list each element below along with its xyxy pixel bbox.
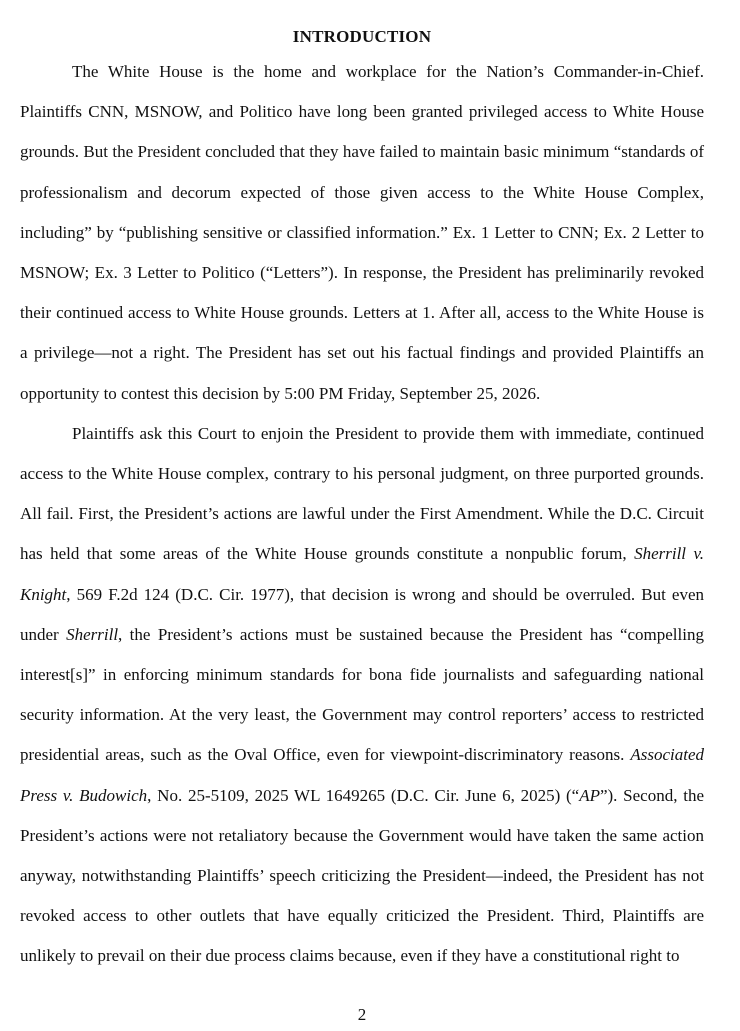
paragraph-text: , No. 25-5109, 2025 WL 1649265 (D.C. Cir. June 6, 2025) (“ bbox=[147, 785, 580, 805]
case-citation-italic: Sherrill v. Knight bbox=[20, 544, 704, 604]
paragraph-text: , the President’s actions must be sustained because the President has “compelling interest[s]” in enforcing minimum standards for bona fide journalists and safeguarding national security information. At the very least, the Government may control reporters’ access to restricted presidential areas, such as the Oval Office, even for viewpoint-discriminatory reasons. bbox=[20, 624, 704, 765]
paragraph-text: Plaintiffs ask this Court to enjoin the President to provide them with immediate, continued access to the White House complex, contrary to his personal judgment, on three purported grounds. All fail. First, the President’s actions are lawful under the First Amendment. While the D.C. Circuit has held that some areas of the White House grounds constitute a nonpublic forum, bbox=[20, 423, 704, 564]
section-heading: INTRODUCTION bbox=[292, 27, 432, 46]
case-citation-italic: Associated Press v. Budowich bbox=[20, 745, 704, 805]
paragraph-2 bbox=[20, 414, 704, 977]
paragraph-text: The White House is the home and workplace for the Nation’s Commander-in-Chief. Plaintiffs CNN, MSNOW, and Politico have long been granted privileged access to White House grounds. But the President concluded that they have failed to maintain basic minimum “standards of professionalism and decorum expected of those given access to the White House Complex, including” by “publishing sensitive or classified information.” Ex. 1 Letter to CNN; Ex. 2 Letter to MSNOW; Ex. 3 Letter to Politico (“Letters”). In response, the President has preliminarily revoked their continued access to White House grounds. Letters at 1. After all, access to the White House is a privilege—not a right. The President has set out his factual findings and provided Plaintiffs an opportunity to contest this decision by 5:00 PM Friday, September 25, 2026. bbox=[20, 62, 704, 403]
body-text bbox=[20, 52, 704, 977]
paragraph-text: ”). Second, the President’s actions were not retaliatory because the Government would have taken the same action anyway, notwithstanding Plaintiffs’ speech criticizing the President—indeed, the President has not revoked access to other outlets that have equally criticized the President. Third, Plaintiffs are unlikely to prevail on their due process claims because, even if they have a constitutional right to bbox=[20, 785, 704, 966]
paragraph-text: , 569 F.2d 124 (D.C. Cir. 1977), that decision is wrong and should be overruled. But even under bbox=[20, 584, 704, 644]
page-number: 2 bbox=[357, 1005, 367, 1024]
paragraph-1 bbox=[20, 52, 704, 414]
case-short-name-italic: AP bbox=[579, 785, 600, 805]
case-citation-italic: Sherrill bbox=[66, 624, 119, 644]
